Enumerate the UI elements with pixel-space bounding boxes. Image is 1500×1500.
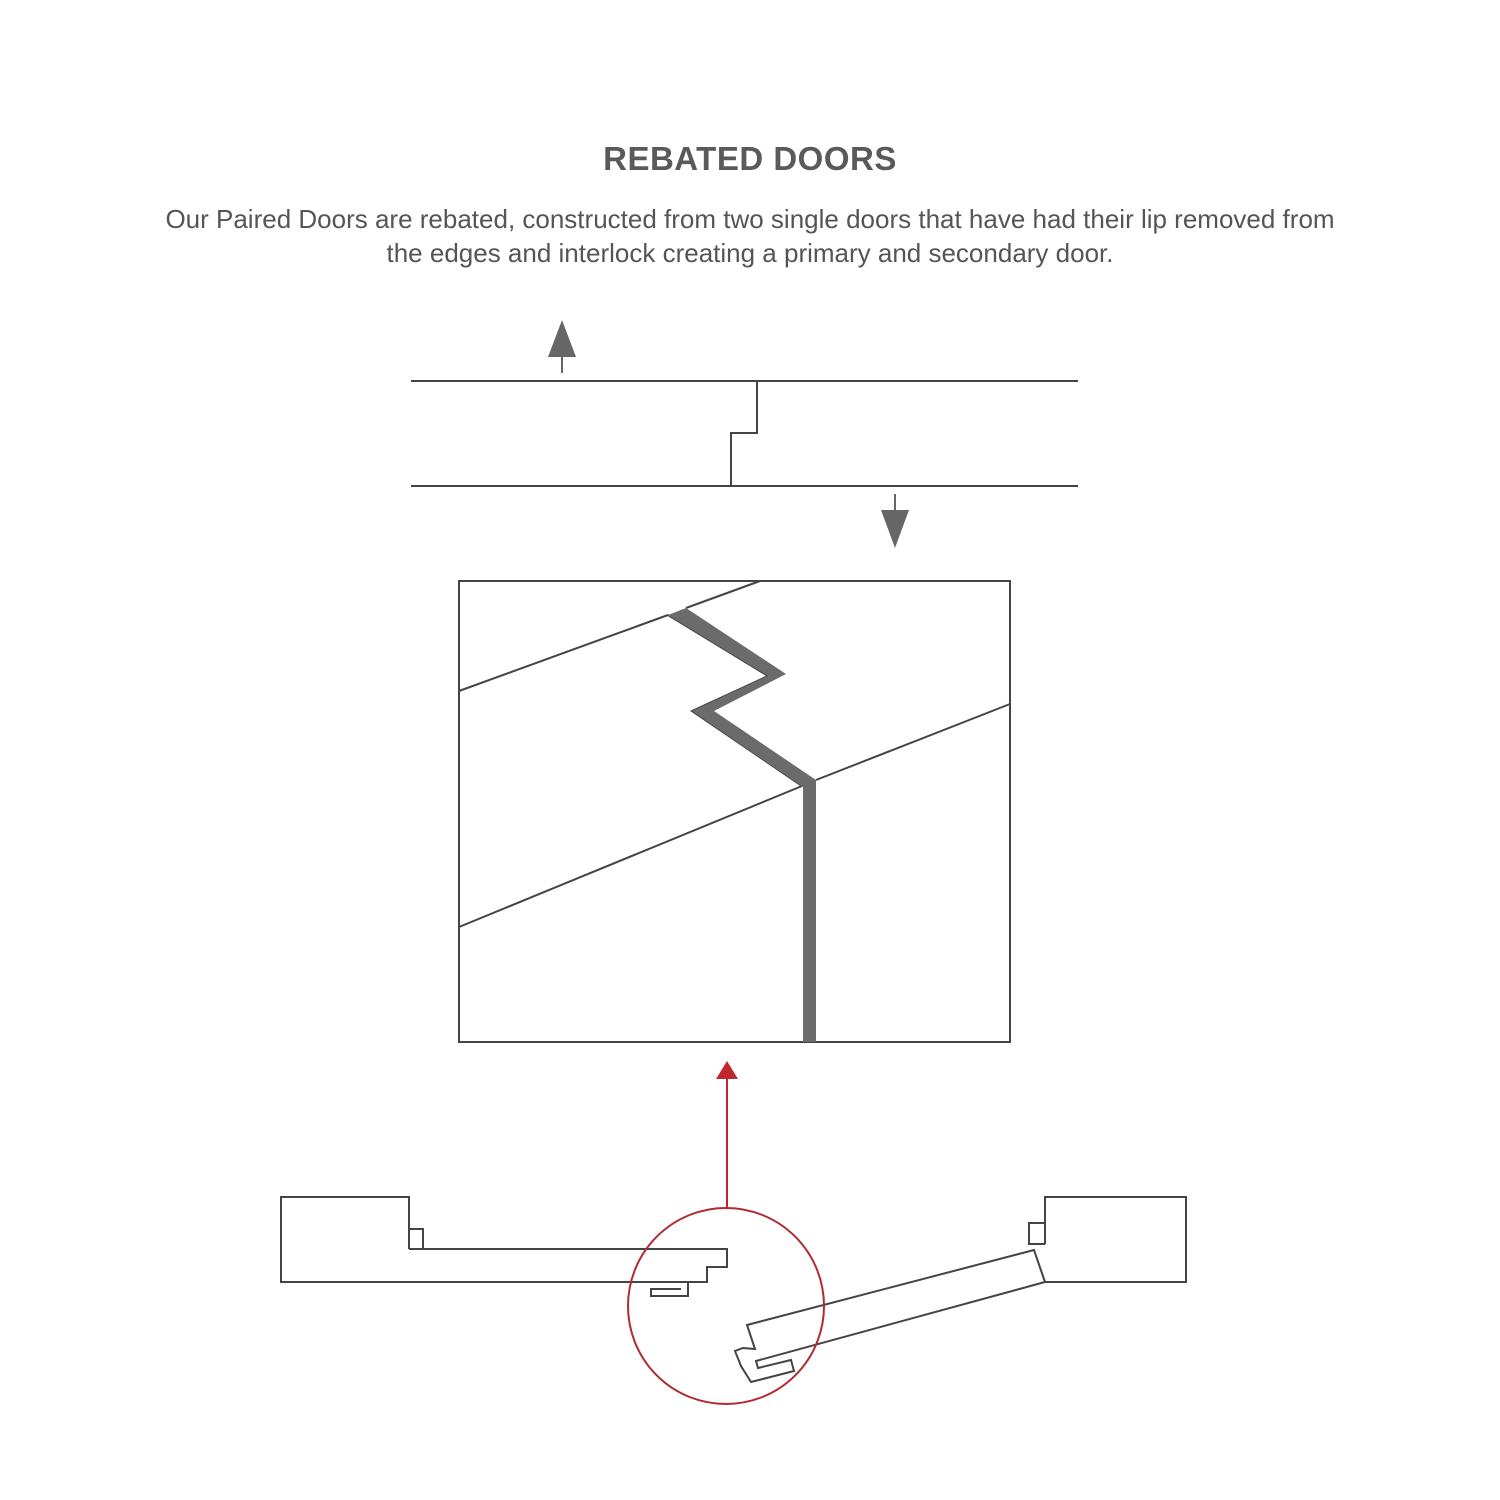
red-arrow-up-icon	[716, 1061, 738, 1208]
closeup-detail	[459, 581, 1010, 1042]
primary-door-leaf	[409, 1249, 727, 1282]
right-frame-stop	[1029, 1223, 1045, 1244]
arrow-up-icon	[548, 320, 576, 373]
page-description: Our Paired Doors are rebated, constructed from two single doors that have had their lip removed from the edges and interlock creating a primary and secondary door.	[165, 204, 1335, 268]
secondary-door-leaf	[735, 1250, 1045, 1382]
plan-view-opening	[281, 1197, 1186, 1404]
right-frame-jamb	[1045, 1197, 1186, 1282]
rebate-joint-line	[731, 381, 757, 486]
arrow-down-icon	[881, 494, 909, 548]
primary-door-rebate	[651, 1282, 707, 1296]
left-frame-stop	[409, 1229, 423, 1249]
plan-section	[411, 381, 1078, 486]
detail-highlight-circle	[628, 1208, 824, 1404]
page-title: REBATED DOORS	[603, 140, 897, 177]
left-frame-jamb	[281, 1197, 409, 1282]
